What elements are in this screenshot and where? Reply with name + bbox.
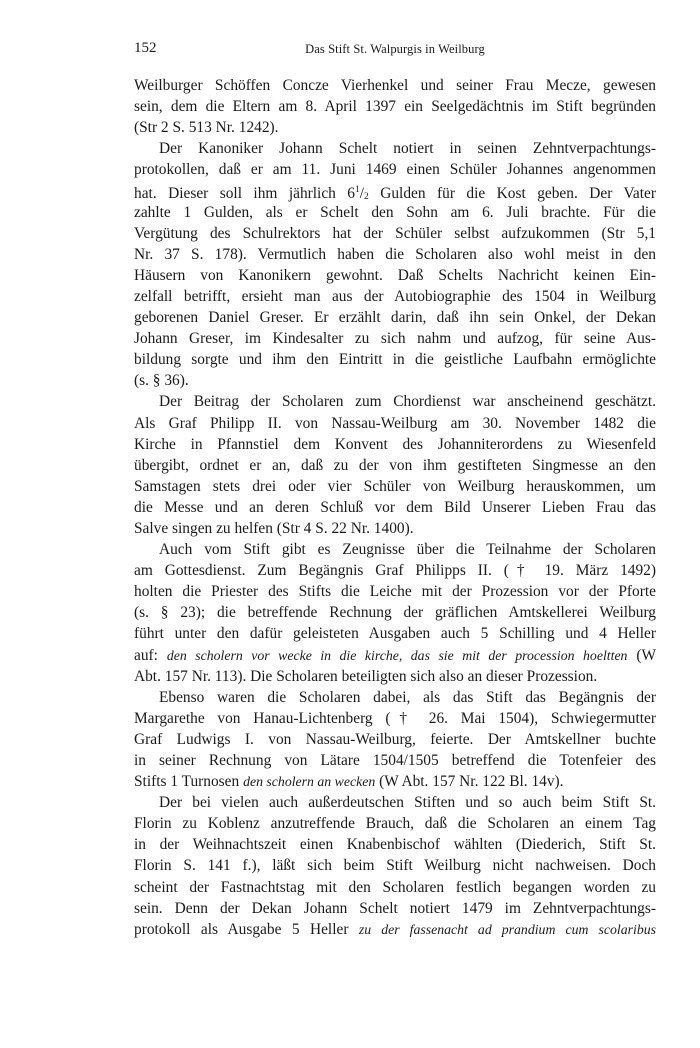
- text-line: [134, 687, 656, 708]
- text-segment: Gulden für die Kost geben. Der Vater: [368, 185, 656, 203]
- text-segment: Florin S. 141 f.), läßt sich beim Stift Weilburg nicht nachweisen. Doch: [134, 857, 656, 875]
- text-line: [134, 265, 656, 286]
- page-header: [134, 40, 656, 64]
- text-line: [134, 560, 656, 581]
- text-line: [134, 645, 656, 666]
- text-segment: Nr. 37 S. 178). Vermutlich haben die Scholaren also wohl meist in den: [134, 245, 656, 263]
- text-segment: Graf Ludwigs I. von Nassau-Weilburg, feierte. Der Amtskellner buchte: [134, 730, 656, 748]
- running-title: Das Stift St. Walpurgis in Weilburg: [305, 42, 485, 56]
- text-segment: am Gottesdienst. Zum Begängnis Graf Philipps II. († 19. März 1492): [134, 562, 656, 580]
- text-line: [134, 391, 656, 412]
- text-line: [134, 244, 656, 265]
- text-line: [134, 623, 656, 644]
- text-segment: (s. § 23); die betreffende Rechnung der gräflichen Amtskellerei Weilburg: [134, 604, 656, 622]
- text-segment: übergibt, ordnet er an, daß zu der von ihm gestifteten Singmesse an den: [134, 456, 656, 474]
- text-segment: Auch vom Stift gibt es Zeugnisse über die Teilnahme der Scholaren: [159, 541, 656, 559]
- text-segment: in der Weihnachtszeit einen Knabenbischof wählten (Diederich, Stift St.: [134, 836, 656, 854]
- text-line: [134, 771, 656, 792]
- text-segment: in seiner Rechnung von Lätare 1504/1505 betreffend die Totenfeier des: [134, 752, 656, 769]
- text-segment: (W Abt. 157 Nr. 122 Bl. 14v).: [375, 773, 564, 791]
- text-segment: zahlte 1 Gulden, als er Schelt den Sohn am 6. Juli brachte. Für die: [134, 203, 656, 221]
- text-line: [134, 855, 656, 876]
- text-segment: die Messe und an deren Schluß vor dem Bild Unserer Lieben Frau das: [134, 498, 656, 516]
- text-segment: Der bei vielen auch außerdeutschen Stiften und so auch beim Stift St.: [159, 794, 656, 812]
- text-line: [134, 328, 656, 349]
- text-line: [134, 455, 656, 476]
- text-segment: Stifts 1 Turnosen: [134, 773, 244, 791]
- text-line: [134, 370, 656, 391]
- text-line: [134, 286, 656, 307]
- text-line: [134, 138, 656, 159]
- text-segment: zelfall betrifft, ersieht man aus der Autobiographie des 1504 in Weilburg: [134, 287, 656, 305]
- text-line: [134, 834, 656, 855]
- italic-quote: den scholern vor wecke in die kirche, das sie mit der procession hoeltten: [166, 647, 628, 663]
- text-segment: Der Kanoniker Johann Schelt notiert in seinen Zehntverpachtungs-: [159, 140, 656, 158]
- text-segment: (W: [627, 646, 657, 664]
- text-segment: sein, dem die Eltern am 8. April 1397 ein Seelgedächtnis im Stift begründen: [134, 98, 656, 116]
- text-line: [134, 497, 656, 518]
- fraction-slash: /: [359, 185, 365, 203]
- text-segment: Häusern von Kanonikern gewohnt. Daß Schelts Nachricht keinen Ein-: [134, 266, 656, 284]
- text-segment: (s. § 36).: [134, 372, 189, 390]
- text-segment: protokollen, daß er am 11. Juni 1469 einen Schüler Johannes angenommen: [134, 161, 656, 179]
- text-segment: Florin zu Koblenz anzutreffende Brauch, daß die Scholaren an einem Tag: [134, 815, 656, 833]
- page-number: 152: [134, 40, 157, 56]
- fraction-denominator: 2: [364, 192, 369, 203]
- text-line: [134, 898, 656, 919]
- text-segment: geborenen Daniel Greser. Er erzählt darin, daß ihn sein Onkel, der Dekan: [134, 309, 656, 327]
- text-segment: Weilburger Schöffen Concze Vierhenkel und seiner Frau Mecze, gewesen: [134, 77, 656, 94]
- text-line: [134, 813, 656, 834]
- text-line: [134, 666, 656, 687]
- text-line: [134, 202, 656, 223]
- text-line: [134, 159, 656, 180]
- text-segment: Johann Greser, im Kindesalter zu sich nahm und aufzog, für seine Aus-: [134, 330, 656, 348]
- text-segment: hat. Dieser soll ihm jährlich 6: [134, 185, 355, 203]
- text-segment: sein. Denn der Dekan Johann Schelt notiert 1479 im Zehntverpachtungs-: [134, 899, 656, 917]
- text-segment: Der Beitrag der Scholaren zum Chordienst war anscheinend geschätzt.: [159, 393, 656, 411]
- text-segment: protokoll als Ausgabe 5 Heller: [134, 920, 359, 938]
- text-line: [134, 518, 656, 539]
- text-segment: führt unter den dafür geleisteten Ausgaben auch 5 Schilling und 4 Heller: [134, 625, 656, 643]
- text-line: [134, 602, 656, 623]
- text-line: [134, 877, 656, 898]
- text-line: [134, 476, 656, 497]
- text-segment: Ebenso waren die Scholaren dabei, als das Stift das Begängnis der: [159, 688, 656, 706]
- text-segment: scheint der Fastnachtstag mit den Scholaren festlich begangen worden zu: [134, 878, 656, 896]
- text-segment: (Str 2 S. 513 Nr. 1242).: [134, 119, 279, 137]
- text-line: [134, 708, 656, 729]
- text-line: [134, 413, 656, 434]
- text-line: [134, 96, 656, 117]
- text-line: [134, 729, 656, 750]
- text-segment: holten die Priester des Stifts die Leiche mit der Prozession vor der Pforte: [134, 583, 656, 601]
- text-segment: Abt. 157 Nr. 113). Die Scholaren beteiligten sich also an dieser Prozession.: [134, 667, 598, 685]
- text-segment: Als Graf Philipp II. von Nassau-Weilburg am 30. November 1482 die: [134, 414, 656, 432]
- text-line: [134, 919, 656, 940]
- text-segment: Samstagen stets drei oder vier Schüler von Weilburg herauskommen, um: [134, 477, 656, 495]
- text-line: [134, 223, 656, 244]
- text-line: [134, 539, 656, 560]
- text-line: [134, 75, 656, 96]
- text-segment: auf:: [134, 646, 167, 664]
- text-line: [134, 434, 656, 455]
- text-line: [134, 349, 656, 370]
- text-segment: bildung sorgte und ihm den Eintritt in die geistliche Laufbahn ermöglichte: [134, 351, 656, 369]
- text-line: [134, 307, 656, 328]
- text-segment: Salve singen zu helfen (Str 4 S. 22 Nr. 1400).: [134, 519, 414, 537]
- text-line: [134, 750, 656, 771]
- italic-quote: den scholern an wecken: [243, 774, 376, 790]
- text-line: [134, 792, 656, 813]
- body-text: [134, 75, 656, 940]
- text-segment: Vergütung des Schulrektors hat der Schüler selbst aufzukommen (Str 5,1: [134, 224, 656, 242]
- fraction-numerator: 1: [355, 185, 360, 196]
- text-line: [134, 180, 656, 201]
- italic-quote: zu der fassenacht ad prandium cum scolaribus: [358, 921, 656, 937]
- text-line: [134, 581, 656, 602]
- text-segment: Margarethe von Hanau-Lichtenberg († 26. Mai 1504), Schwiegermutter: [134, 709, 656, 727]
- text-segment: Kirche in Pfannstiel dem Konvent des Johanniterordens zu Wiesenfeld: [134, 435, 656, 453]
- text-line: [134, 117, 656, 138]
